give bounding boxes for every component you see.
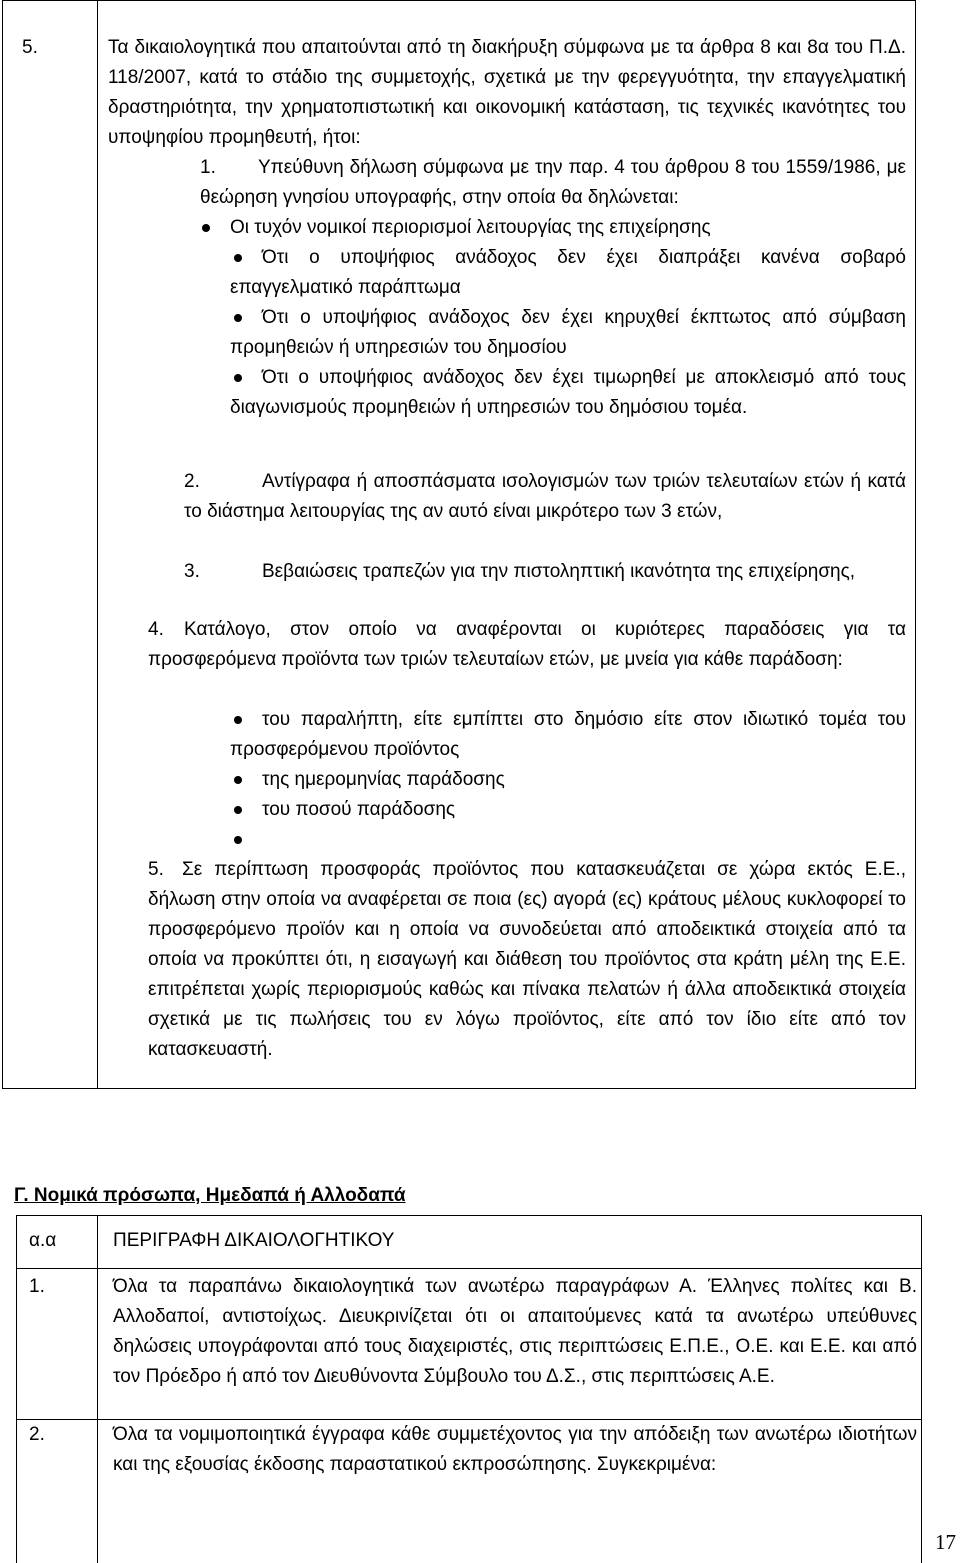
item-2-text: Αντίγραφα ή αποσπάσματα ισολογισμών των τριών τελευταίων ετών ή κατά το διάστημα λειτουργίας της αν αυτό είναι μικρότερο των 3 ετών, [184,471,906,522]
item-1-text: Υπεύθυνη δήλωση σύμφωνα με την παρ. 4 του άρθρου 8 του 1559/1986, με θεώρηση γνησίου υπογραφής, στην οποία θα δηλώνεται: [200,157,906,208]
bullet-icon [234,314,242,322]
section-content [108,33,906,153]
item-3-number: 3. [184,561,200,582]
table-row-divider [17,1268,921,1269]
list-item: Ότι ο υποψήφιος ανάδοχος δεν έχει διαπράξει κανένα σοβαρό επαγγελματικό παράπτωμα [230,247,906,298]
item-3-text: Βεβαιώσεις τραπεζών για την πιστοληπτική ικανότητα της επιχείρησης, [262,561,856,582]
bullet-icon [234,836,242,844]
table-row-text: Όλα τα νομιμοποιητικά έγγραφα κάθε συμμετέχοντος για την απόδειξη των ανωτέρω ιδιοτήτων και της εξουσίας έκδοσης παραστατικού εκπροσώπησης. Συγκεκριμένα: [113,1424,917,1475]
table-row-number: 2. [29,1424,45,1445]
list-item: Οι τυχόν νομικοί περιορισμοί λειτουργίας της επιχείρησης [198,213,906,243]
bullet-icon [234,776,242,784]
documents-table [16,1215,922,1563]
item-5-text: Σε περίπτωση προσφοράς προϊόντος που κατασκευάζεται σε χώρα εκτός Ε.Ε., δήλωση στην οποία να αναφέρεται σε ποια (ες) αγορά (ες) κράτους μέλους κυκλοφορεί το προσφερόμενο προϊόν και η οποία να συνοδεύεται από αποδεικτικά στοιχεία από τα οποία να προκύπτει ότι, η εισαγωγή και διάθεση του προϊόντος στα κράτη μέλη της Ε.Ε. επιτρέπεται χωρίς περιορισμούς καθώς και πίνακα πελατών ή άλλα αποδεικτικά στοιχεία σχετικά με τις πωλήσεις του εν λόγω προϊόντος, είτε από τον ίδιο είτε από τον κατασκευαστή. [148,859,906,1060]
item-4-text: Κατάλογο, στον οποίο να αναφέρονται οι κυριότερες παραδόσεις για τα προσφερόμενα προϊόντα των τριών τελευταίων ετών, με μνεία για κάθε παράδοση: [148,619,906,670]
table-header-col1: α.α [29,1230,57,1251]
table-column-divider [97,1,98,1088]
list-item: του παραλήπτη, είτε εμπίπτει στο δημόσιο είτε στον ιδιωτικό τομέα του προσφερόμενου προϊόντος [230,709,906,760]
bullet-icon [234,374,242,382]
table-row-number: 1. [29,1276,45,1297]
list-item: Ότι ο υποψήφιος ανάδοχος δεν έχει τιμωρηθεί με αποκλεισμό από τους διαγωνισμούς προμηθειών ή υπηρεσιών του δημόσιου τομέα. [230,367,906,418]
item-4-number: 4. [148,619,164,640]
list-item: Ότι ο υποψήφιος ανάδοχος δεν έχει κηρυχθεί έκπτωτος από σύμβαση προμηθειών ή υπηρεσιών του δημοσίου [230,307,906,358]
item-1-bullets [230,213,906,243]
bullet-icon [234,806,242,814]
section-number: 5. [22,37,38,58]
bullet-icon [202,224,210,232]
item-5-number: 5. [148,859,164,880]
bullet-icon [234,254,242,262]
item-1-number: 1. [200,157,216,178]
section-heading: Γ. Νομικά πρόσωπα, Ημεδαπά ή Αλλοδαπά [14,1185,406,1206]
section-intro: Τα δικαιολογητικά που απαιτούνται από τη διακήρυξη σύμφωνα με τα άρθρα 8 και 8α του Π.Δ. 118/2007, κατά το στάδιο της συμμετοχής, σχετικά με την φερεγγυότητα, την επαγγελματική δραστηριότητα, την χρηματοπιστωτική και οικονομική κατάσταση, τις τεχνικές ικανότητες του υποψηφίου προμηθευτή, ήτοι: [108,37,906,148]
table-row-text: Όλα τα παραπάνω δικαιολογητικά των ανωτέρω παραγράφων Α. Έλληνες πολίτες και Β. Αλλοδαποί, αντιστοίχως. Διευκρινίζεται ότι οι απαιτούμενες κατά τα ανωτέρω υπεύθυνες δηλώσεις υπογράφονται από τους διαχειριστές, στις περιπτώσεις Ε.Π.Ε., Ο.Ε. και Ε.Ε. και από τον Πρόεδρο ή από τον Διευθύνοντα Σύμβουλο του Δ.Σ., στις περιπτώσεις Α.Ε. [113,1276,917,1387]
page-number: 17 [935,1530,956,1554]
list-item: του ποσού παράδοσης [262,799,456,820]
list-item: της ημερομηνίας παράδοσης [262,769,505,790]
item-2-number: 2. [184,471,200,492]
table-header-col2: ΠΕΡΙΓΡΑΦΗ ΔΙΚΑΙΟΛΟΓΗΤΙΚΟΥ [113,1230,395,1251]
